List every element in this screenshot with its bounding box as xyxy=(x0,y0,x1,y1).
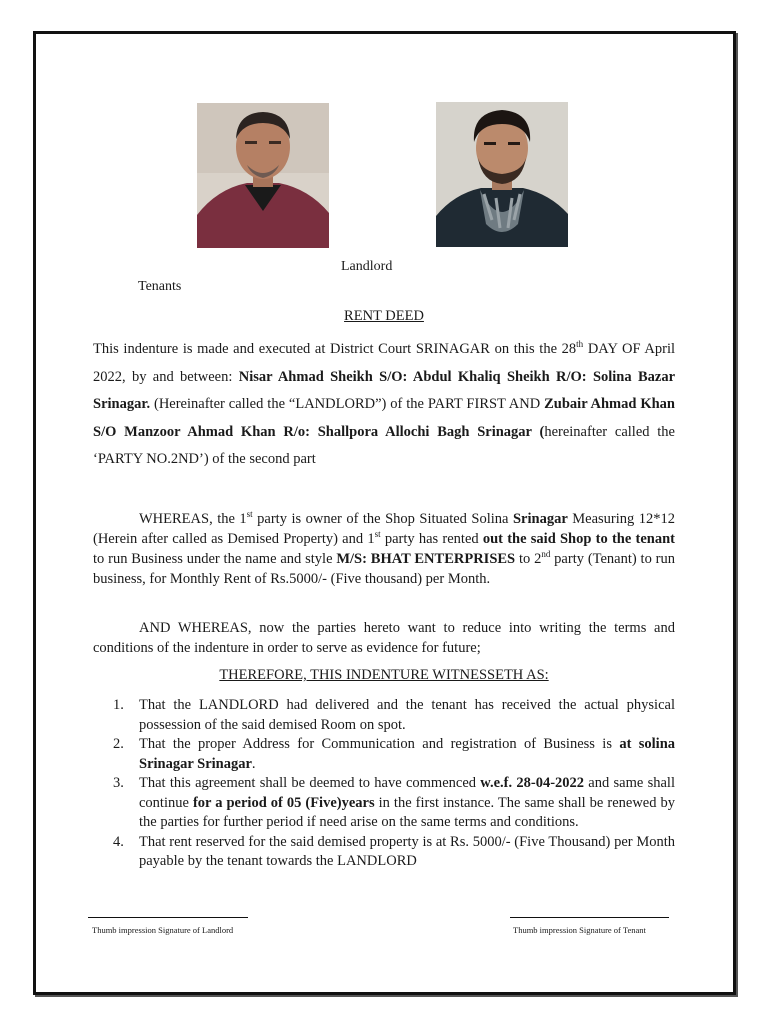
document-title: RENT DEED xyxy=(344,308,424,324)
landlord-signature-caption: Thumb impression Signature of Landlord xyxy=(92,925,234,935)
list-item: 4. That rent reserved for the said demised property is at Rs. 5000/- (Five Thousand) per Month payable by the tenant towards the LANDLORD xyxy=(113,833,675,869)
tenant-signature-caption: Thumb impression Signature of Tenant xyxy=(513,925,646,935)
landlord-label: Landlord xyxy=(341,259,393,274)
list-item: 2. That the proper Address for Communication and registration of Business is at solina Srinagar Srinagar. xyxy=(113,736,676,772)
witnesseth-heading: THEREFORE, THIS INDENTURE WITNESSETH AS: xyxy=(219,667,549,683)
tenant-photo xyxy=(436,102,568,247)
tenants-label: Tenants xyxy=(138,279,182,294)
clauses-list xyxy=(113,696,675,872)
landlord-photo xyxy=(197,103,329,248)
whereas-paragraph: WHEREAS, the 1st party is owner of the Shop Situated Solina Srinagar Measuring 12*12 (Herein after called as Demised Property) and 1st party has rented out the said Shop to the tenant to run Business under the name and style M/S: BHAT ENTERPRISES to 2nd party (Tenant) to run business, for Monthly Rent of Rs.5000/- (Five thousand) per Month. xyxy=(93,509,676,587)
tenant-signature-line xyxy=(510,917,669,918)
intro-paragraph: This indenture is made and executed at District Court SRINAGAR on this the 28th DAY OF April 2022, by and between: Nisar Ahmad Sheikh S/O: Abdul Khaliq Sheikh R/O: Solina Bazar Srinagar. (Hereinafter called the “LANDLORD”) of the PART FIRST AND Zubair Ahmad Khan S/O Manzoor Ahmad Khan R/o: Shallpora Allochi Bagh Srinagar (hereinafter called the ‘PARTY NO.2ND’) of the second part xyxy=(93,339,676,467)
business-name: M/S: BHAT ENTERPRISES xyxy=(336,551,516,567)
and-whereas-paragraph: AND WHEREAS, now the parties hereto want to reduce into writing the terms and conditions of the indenture in order to serve as evidence for future; xyxy=(93,620,675,656)
list-item: 1. That the LANDLORD had delivered and the tenant has received the actual physical possession of the said demised Room on spot. xyxy=(113,697,675,733)
landlord-signature-line xyxy=(88,917,248,918)
list-item: 3. That this agreement shall be deemed to have commenced w.e.f. 28-04-2022 and same shall continue for a period of 05 (Five)years in the first instance. The same shall be renewed by the parties for further period if need arise on the same terms and conditions. xyxy=(113,775,675,830)
landlord-name: Nisar Ahmad Sheikh S/O: Abdul Khaliq Sheikh R/O: Solina Bazar Srinagar. xyxy=(93,368,675,412)
tenant-name: Zubair Ahmad Khan S/O Manzoor Ahmad Khan R/o: Shallpora Allochi Bagh Srinagar ( xyxy=(93,396,676,440)
